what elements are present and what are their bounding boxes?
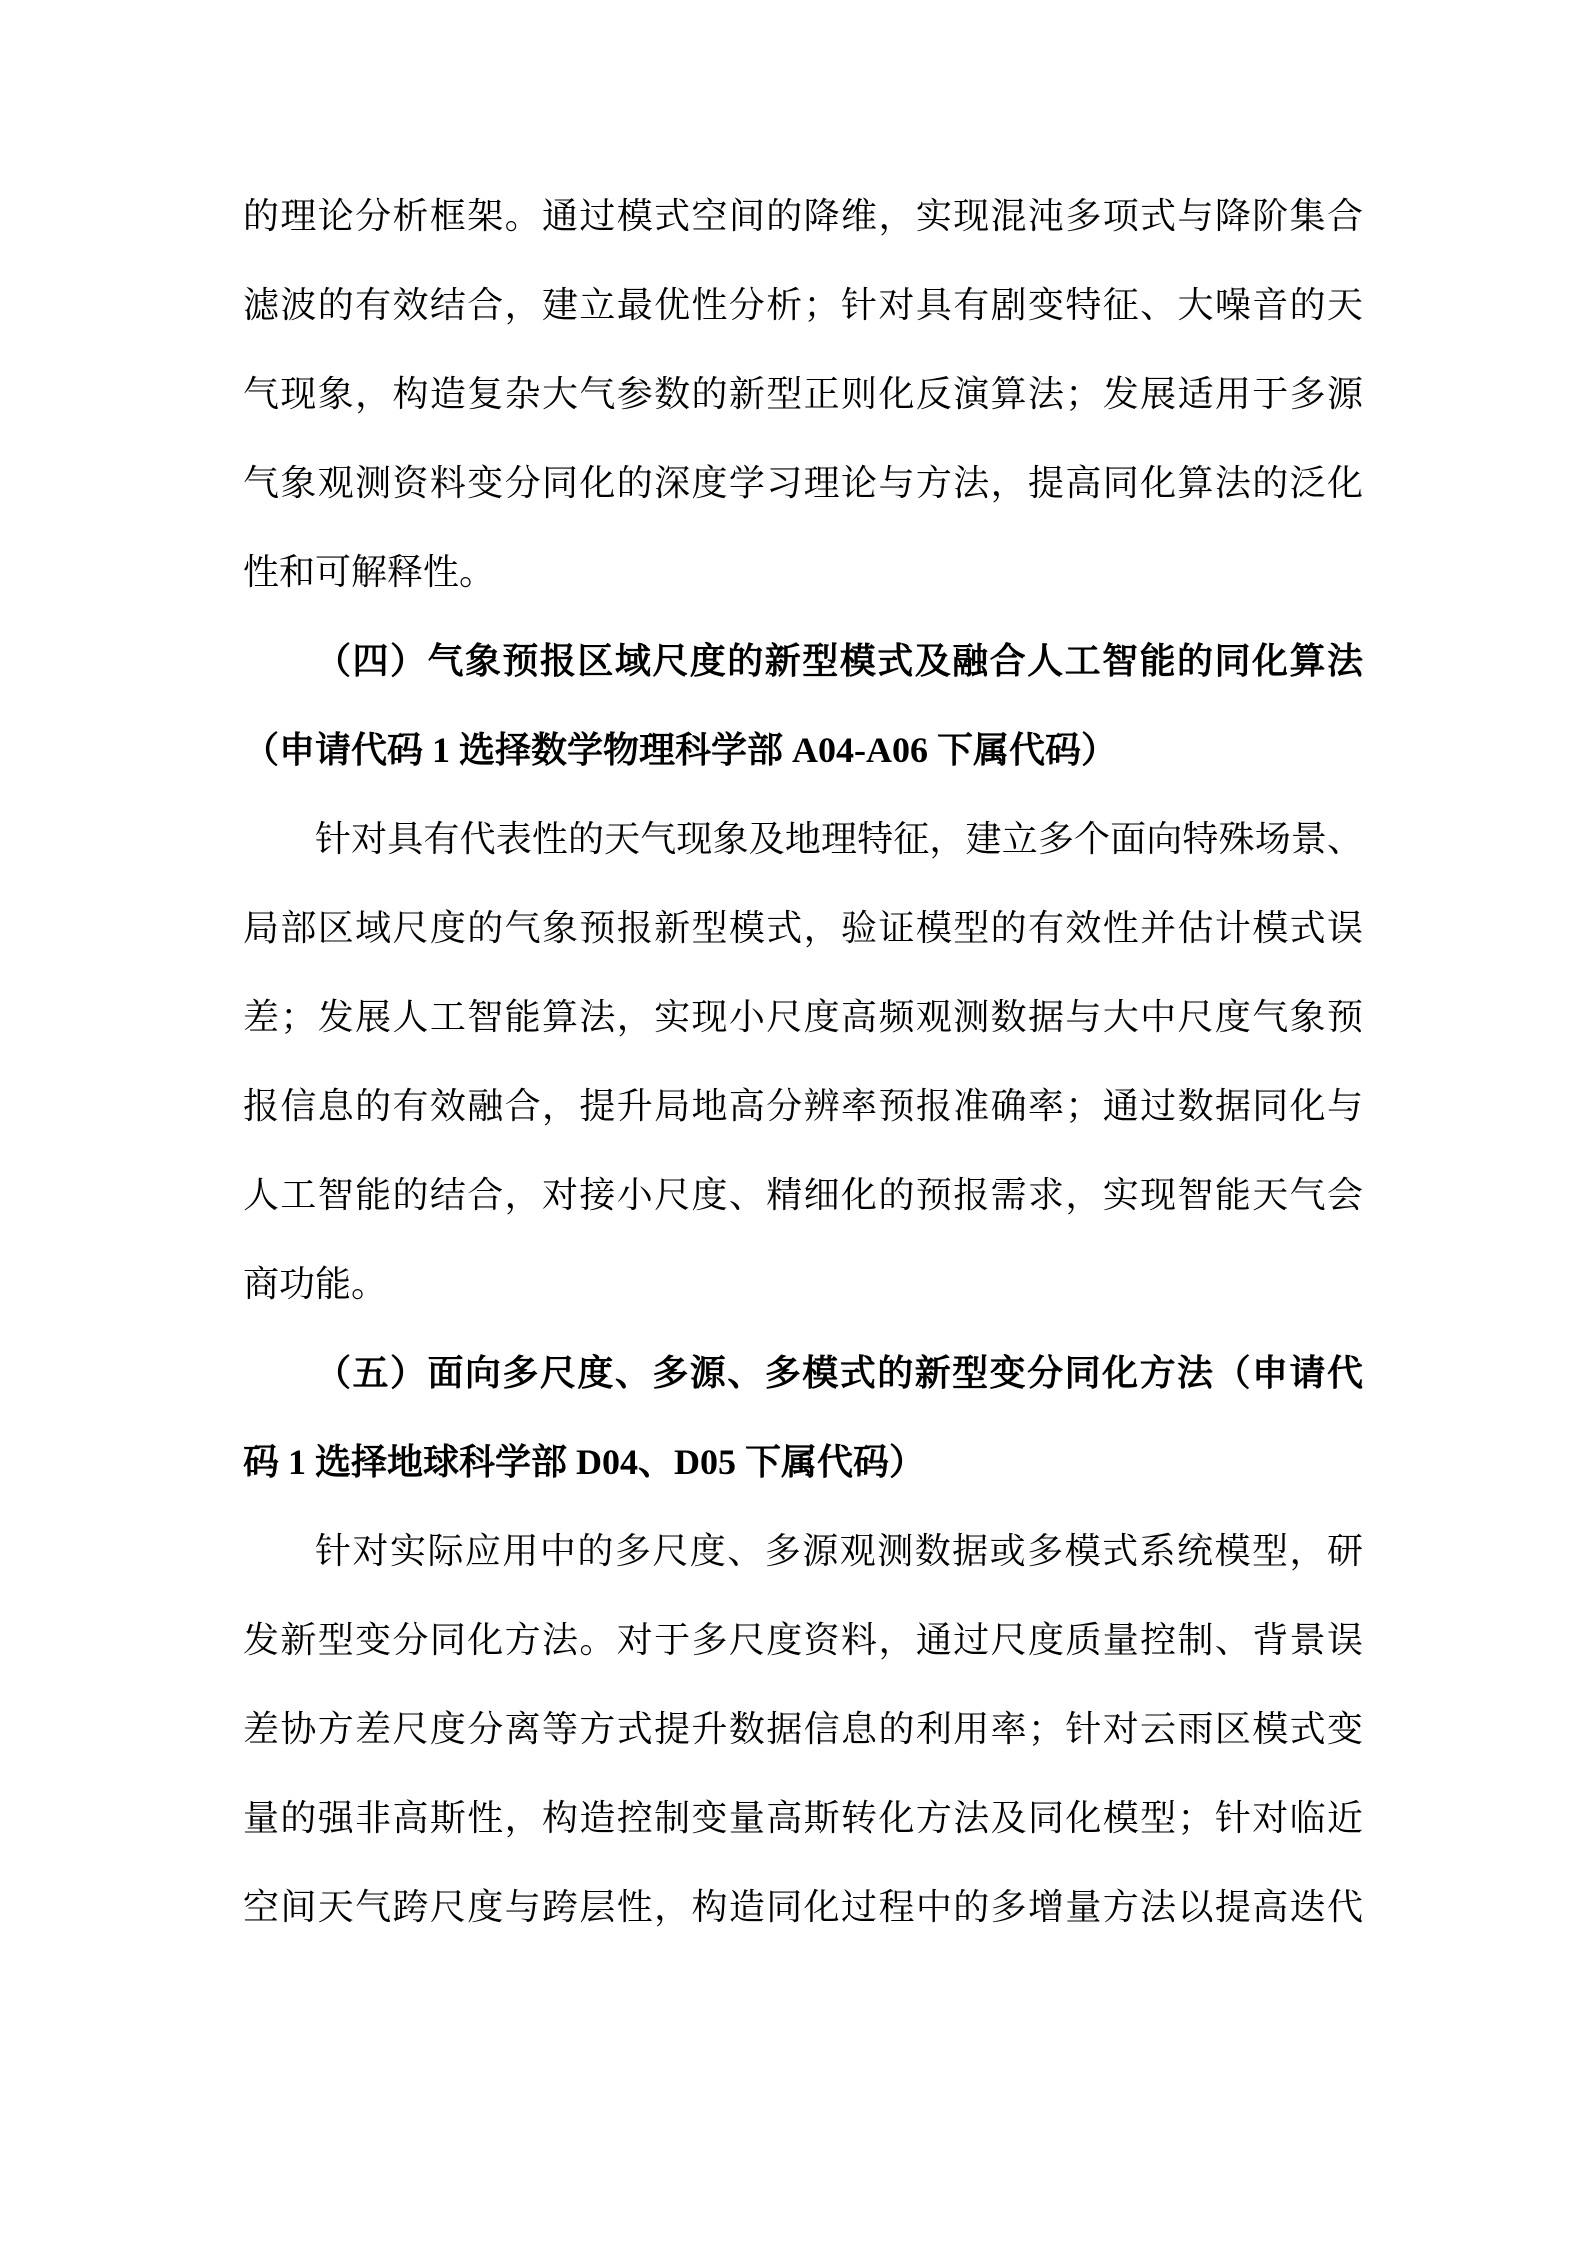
text-line: 空间天气跨尺度与跨层性，构造同化过程中的多增量方法以提高迭代	[243, 1887, 1363, 1927]
text-line: 性和可解释性。	[243, 552, 496, 592]
heading-line: 码 1 选择地球科学部 D04、D05 下属代码）	[243, 1442, 925, 1482]
text-line: 报信息的有效融合，提升局地高分辨率预报准确率；通过数据同化与	[243, 1086, 1363, 1126]
text-line: 气象观测资料变分同化的深度学习理论与方法，提高同化算法的泛化	[243, 463, 1363, 503]
text-line: 针对具有代表性的天气现象及地理特征，建立多个面向特殊场景、	[315, 819, 1363, 859]
heading-line: （四）气象预报区域尺度的新型模式及融合人工智能的同化算法	[315, 641, 1363, 681]
page-text-content	[243, 172, 1363, 1952]
text-line: 气现象，构造复杂大气参数的新型正则化反演算法；发展适用于多源	[243, 374, 1363, 414]
text-line: 人工智能的结合，对接小尺度、精细化的预报需求，实现智能天气会	[243, 1175, 1363, 1215]
text-line: 差协方差尺度分离等方式提升数据信息的利用率；针对云雨区模式变	[243, 1709, 1363, 1749]
text-line: 局部区域尺度的气象预报新型模式，验证模型的有效性并估计模式误	[243, 908, 1363, 948]
section-heading-4	[243, 617, 1363, 795]
text-line: 差；发展人工智能算法，实现小尺度高频观测数据与大中尺度气象预	[243, 997, 1363, 1037]
paragraph-section-4	[243, 795, 1363, 1329]
text-line: 发新型变分同化方法。对于多尺度资料，通过尺度质量控制、背景误	[243, 1620, 1363, 1660]
paragraph-section-5	[243, 1507, 1363, 1952]
text-line: 针对实际应用中的多尺度、多源观测数据或多模式系统模型，研	[315, 1531, 1363, 1571]
heading-line: （五）面向多尺度、多源、多模式的新型变分同化方法（申请代	[315, 1353, 1363, 1393]
text-line: 滤波的有效结合，建立最优性分析；针对具有剧变特征、大噪音的天	[243, 285, 1363, 325]
section-heading-5	[243, 1329, 1363, 1507]
text-line: 商功能。	[243, 1264, 388, 1304]
text-line: 量的强非高斯性，构造控制变量高斯转化方法及同化模型；针对临近	[243, 1798, 1363, 1838]
heading-line: （申请代码 1 选择数学物理科学部 A04-A06 下属代码）	[243, 730, 1117, 770]
paragraph-continuation	[243, 172, 1363, 617]
text-line: 的理论分析框架。通过模式空间的降维，实现混沌多项式与降阶集合	[243, 196, 1363, 236]
